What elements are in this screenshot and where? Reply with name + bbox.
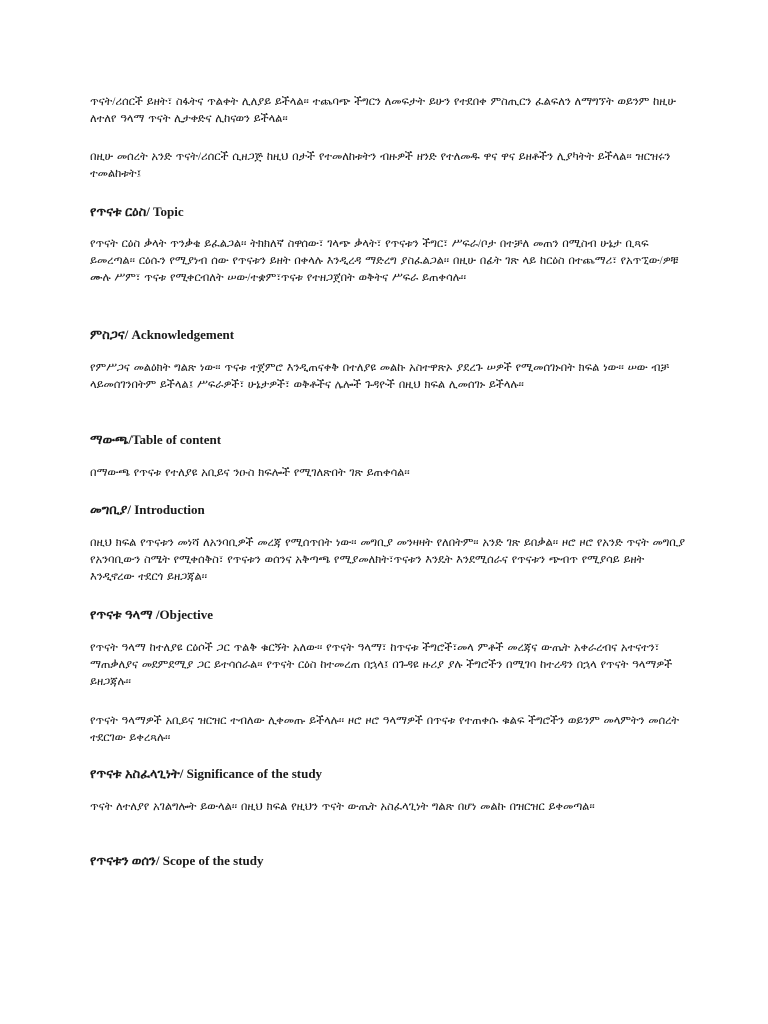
paragraph-objective-2: የጥናት ዓላማዎች አቢይና ዝርዝር ተብለው ሊቀመጡ ይችላሉ፡፡ ዞሮ ዞሮ ዓላማዎች በጥናቱ የተጠቀሱ ቁልፍ ችግሮችን ወይንም መላምትን መሰረት ተደርገው ይቀረጻሉ፡፡	[90, 715, 680, 744]
heading-introduction: መግቢያ/ Introduction	[90, 502, 205, 517]
heading-significance: የጥናቱ አስፈላጊነት/ Significance of the study	[90, 766, 323, 781]
paragraph-acknowledgement: የምሥጋና መልዕክት ግልጽ ነው፡፡ ጥናቱ ተጀምሮ እንዲጠናቀቅ በተለያዩ መልኩ አስተዋጽኦ ያደረጉ ሠዎች የሚመሰገኑበት ክፍል ነው፡፡ ሠው ብቻ ላይመሰገንበትም ይችላል፤ ሥፍራዎች፣ ሁኔታዎች፣ ወቅቶችና ሌሎች ጉዳዮች በዚህ ክፍል ሊመሰገኑ ይችላሉ፡፡	[90, 362, 669, 391]
paragraph-table-of-content: በማውጫ የጥናቱ የተለያዩ አቢይና ንዑስ ክፍሎች የሚገለጽበት ገጽ ይጠቀሳል፡፡	[90, 467, 410, 479]
heading-acknowledgement: ምስጋና/ Acknowledgement	[90, 327, 235, 342]
heading-topic: የጥናቱ ርዕስ/ Topic	[90, 204, 184, 219]
intro-paragraph-2: በዚሁ መሰረት አንድ ጥናት/ሪሰርች ሲዘጋጅ ከዚህ በታች የተመለከቱትን ብዙዎች ዘንድ የተለመዱ ዋና ዋና ይዘቶችን ሊያካትት ይችላል፡፡ ዝርዝሩን ተመልከቱት፤	[90, 151, 671, 180]
paragraph-significance: ጥናት ለተለያየ አገልግሎት ይውላል፡፡ በዚህ ክፍል የዚህን ጥናት ውጤት አስፈላጊነት ግልጽ በሆነ መልኩ በዝርዝር ይቀመጣል፡፡	[90, 801, 595, 813]
heading-table-of-content: ማውጫ/Table of content	[90, 432, 222, 447]
paragraph-introduction: በዚህ ክፍል የጥናቱን መነሻ ለአንባቢዎች መረጃ የሚሰጥበት ነው፡፡ መግቢያ መንዛዛት የለበትም፡፡ አንድ ገጽ ይበቃል፡፡ ዞሮ ዞሮ የአንድ ጥናት መግቢያ የአንባቢውን ስሜት የሚቀሰቅስ፣ የጥናቱን ወሰንና አቅጣጫ የሚያመለክት፣ጥናቱን እንዴት እንደሚሰራና የጥናቱን ጭብጥ የሚያሳይ ይዘት እንዲኖረው ተደርጎ ይዘጋጃል፡፡	[90, 537, 685, 583]
paragraph-topic: የጥናት ርዕስ ቃላት ጥንቃቄ ይፈልጋል፡፡ ትክክለኛ ስዋሰው፣ ገላጭ ቃላት፣ የጥናቱን ችግር፣ ሥፍራ/ቦታ በተቻለ መጠን በሚስብ ሁኔታ ቢጻፍ ይመረጣል፡፡ ርዕሱን የሚያነብ ሰው የጥናቱን ይዘት በቀላሉ እንዲረዳ ማድረግ ያስፈልጋል፡፡ በዚሁ በፊት ገጽ ላይ ከርዕስ በተጨማሪ፣ የአጥኚው/ዎቹ ሙሉ ሥም፣ ጥናቱ የሚቀርብለት ሠው/ተቋም፣ጥናቱ የተዘጋጀበት ወቅትና ሥፍራ ይጠቀሳሉ፡፡	[90, 238, 679, 284]
intro-paragraph-1: ጥናት/ሪሰርች ይዘት፣ ስፋትና ጥልቀት ሊለያይ ይችላል፡፡ ተጨባጭ ችግርን ለመፍታት ይሁን የተደበቀ ምስጢርን ፈልፍለን ለማግኘት ወይንም ከዚሁ ለተለየ ዓላማ ጥናት ሊታቀድና ሊከናወን ይችላል፡፡	[90, 96, 676, 125]
heading-scope: የጥናቱን ወሰን/ Scope of the study	[90, 853, 264, 868]
paragraph-objective-1: የጥናት ዓላማ ከተለያዩ ርዕሶች ጋር ጥልቅ ቁርኝት አለው፡፡ የጥናት ዓላማ፣ ከጥናቱ ችግሮች፣መላ ምቶች መረጃና ውጤት አቀራረብና አተናተን፣ ማጠቃለያና መደምደሚያ ጋር ይተሳሰራል፡፡ የጥናት ርዕስ ከተመረጠ በኋላ፤ በጉዳዩ ዙሪያ ያሉ ችግሮችን በሚገባ ከተረዳን በኋላ የጥናት ዓላማዎች ይዘጋጃሉ፡፡	[90, 642, 673, 688]
heading-objective: የጥናቱ ዓላማ /Objective	[90, 607, 213, 622]
